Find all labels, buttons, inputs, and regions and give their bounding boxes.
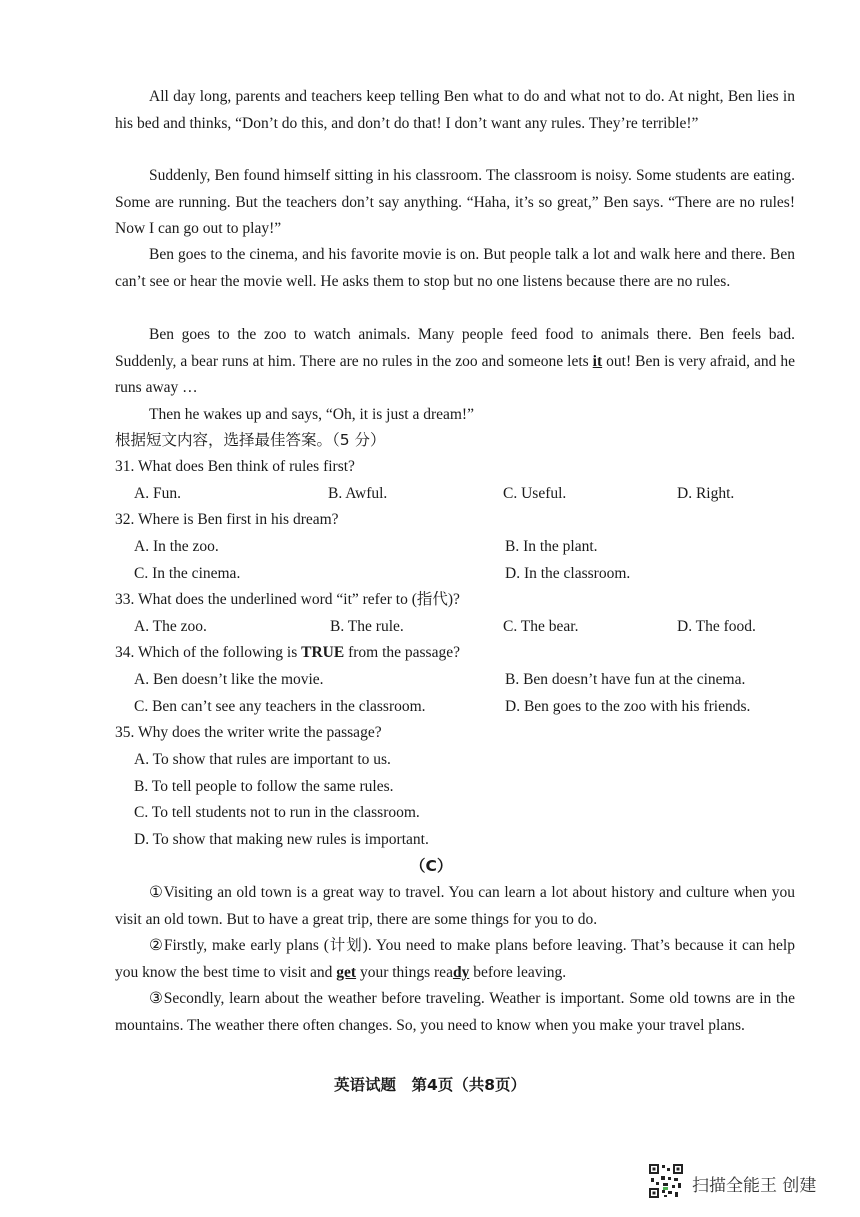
question-33-option-b: B. The rule. (330, 618, 404, 635)
question-31-option-c: C. Useful. (503, 485, 567, 502)
question-34-stem-a: 34. Which of the following is (115, 644, 302, 661)
paragraph-4-text-b: out! Ben is very afraid, and he runs away … (115, 352, 795, 397)
section-c-p2-text-a: ②Firstly, make early plans (计划). You need to make plans before leaving. That’s because it can help you know the best time to visit and (115, 937, 795, 981)
question-31-option-d: D. Right. (677, 485, 735, 502)
qr-code-icon (648, 1163, 684, 1199)
section-c-paragraph-3: ③Secondly, learn about the weather before traveling. Weather is important. Some old towns are in the mountains. The weather there often changes. So, you need to know when you make your travel plans. (115, 990, 795, 1034)
question-33-option-a: A. The zoo. (134, 618, 207, 635)
question-33-option-c: C. The bear. (503, 618, 579, 635)
question-33-stem: 33. What does the underlined word “it” refer to (指代)? (115, 591, 460, 608)
instruction-text: 根据短文内容，选择最佳答案。（5 分） (115, 431, 386, 449)
question-34-option-c: C. Ben can’t see any teachers in the classroom. (134, 698, 426, 715)
passage-paragraph-5: Then he wakes up and says, “Oh, it is just a dream!” (149, 406, 474, 423)
question-31-stem: 31. What does Ben think of rules first? (115, 458, 355, 475)
passage-paragraph-4 (115, 322, 795, 402)
scanner-watermark (648, 1163, 848, 1203)
question-34-stem (115, 643, 460, 663)
question-35-stem: 35. Why does the writer write the passage? (115, 724, 382, 741)
passage-paragraph-1: All day long, parents and teachers keep telling Ben what to do and what not to do. At night, Ben lies in his bed and thinks, “Don’t do this, and don’t do that! I don’t want any rules. They’re terrible!” (115, 88, 795, 132)
question-32-stem: 32. Where is Ben first in his dream? (115, 511, 339, 528)
question-34-option-d: D. Ben goes to the zoo with his friends. (505, 698, 751, 715)
question-32-option-c: C. In the cinema. (134, 565, 241, 582)
question-32-option-b: B. In the plant. (505, 538, 598, 555)
section-c-p2-text-b: your things rea (356, 963, 453, 981)
question-35-option-c: C. To tell students not to run in the classroom. (134, 804, 420, 821)
question-35-option-b: B. To tell people to follow the same rules. (134, 778, 394, 795)
question-32-option-d: D. In the classroom. (505, 565, 631, 582)
question-35-option-a: A. To show that rules are important to us. (134, 751, 391, 768)
watermark-text: 扫描全能王 创建 (692, 1176, 817, 1196)
question-34-option-b: B. Ben doesn’t have fun at the cinema. (505, 671, 746, 688)
section-c-paragraph-2 (115, 933, 795, 986)
question-34-option-a: A. Ben doesn’t like the movie. (134, 671, 324, 688)
passage-paragraph-3: Ben goes to the cinema, and his favorite movie is on. But people talk a lot and walk here and there. Ben can’t see or hear the movie well. He asks them to stop but no one listens because there are no rules. (115, 246, 795, 290)
paragraph-4-text-a: Ben goes to the zoo to watch animals. Many people feed food to animals there. Ben feels bad. Suddenly, a bear runs at him. There are no rules in the zoo and someone lets (115, 326, 795, 370)
underlined-letters-dy: dy (452, 963, 470, 981)
section-c-heading: （C） (410, 857, 453, 875)
question-35-option-d: D. To show that making new rules is important. (134, 831, 429, 848)
page-footer: 英语试题 第4页（共8页） (333, 1076, 527, 1094)
section-c-paragraph-1: ①Visiting an old town is a great way to travel. You can learn a lot about history and culture when you visit an old town. But to have a great trip, there are some things for you to do. (115, 884, 795, 928)
question-32-option-a: A. In the zoo. (134, 538, 219, 555)
question-31-option-b: B. Awful. (328, 485, 388, 502)
question-31-option-a: A. Fun. (134, 485, 181, 502)
section-c-p2-text-c: before leaving. (469, 963, 567, 981)
underlined-word-it: it (592, 352, 603, 370)
underlined-word-get: get (336, 963, 357, 981)
question-34-stem-bold: TRUE (301, 644, 345, 661)
question-34-stem-b: from the passage? (344, 644, 460, 661)
question-33-option-d: D. The food. (677, 618, 756, 635)
passage-paragraph-2: Suddenly, Ben found himself sitting in his classroom. The classroom is noisy. Some students are eating. Some are running. But the teachers don’t say anything. “Haha, it’s so great,” Ben says. “There are no rules! Now I can go out to play!” (115, 167, 795, 238)
